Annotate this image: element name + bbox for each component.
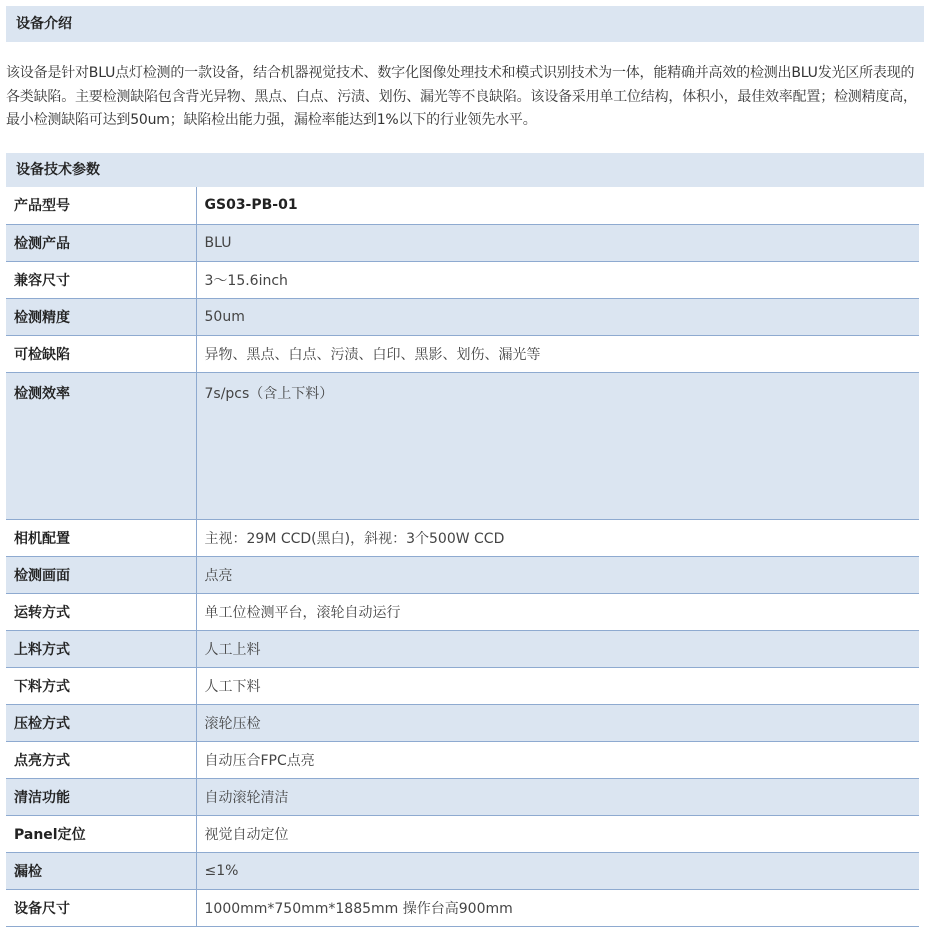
param-value: 单工位检测平台，滚轮自动运行 (196, 593, 919, 630)
param-label: 清洁功能 (6, 778, 196, 815)
param-label: 下料方式 (6, 667, 196, 704)
table-row (6, 519, 919, 556)
param-label: 检测产品 (6, 224, 196, 261)
param-value: GS03-PB-01 (196, 187, 919, 224)
param-label: 相机配置 (6, 519, 196, 556)
param-value: 3～15.6inch (196, 261, 919, 298)
table-row (6, 335, 919, 372)
param-label: 可检缺陷 (6, 335, 196, 372)
param-value: 自动滚轮清洁 (196, 778, 919, 815)
param-label: 漏检 (6, 852, 196, 889)
params-table (6, 187, 919, 927)
param-value: 视觉自动定位 (196, 815, 919, 852)
table-row (6, 298, 919, 335)
table-row (6, 556, 919, 593)
param-label: 设备尺寸 (6, 889, 196, 926)
param-value: 自动压合FPC点亮 (196, 741, 919, 778)
param-value: ≤1% (196, 852, 919, 889)
table-row (6, 778, 919, 815)
param-value: 点亮 (196, 556, 919, 593)
param-label: 上料方式 (6, 630, 196, 667)
param-label: Panel定位 (6, 815, 196, 852)
params-section-title: 设备技术参数 (6, 153, 924, 187)
param-value: 滚轮压检 (196, 704, 919, 741)
table-row (6, 889, 919, 926)
intro-paragraph: 该设备是针对BLU点灯检测的一款设备，结合机器视觉技术、数字化图像处理技术和模式识别技术为一体，能精确并高效的检测出BLU发光区所表现的各类缺陷。主要检测缺陷包含背光异物、黑点、白点、污渍、划伤、漏光等不良缺陷。该设备采用单工位结构，体积小，最佳效率配置；检测精度高，最小检测缺陷可达到50um；缺陷检出能力强，漏检率能达到1%以下的行业领先水平。 (6, 65, 917, 128)
param-value: 异物、黑点、白点、污渍、白印、黑影、划伤、漏光等 (196, 335, 919, 372)
param-value: 7s/pcs（含上下料） (196, 372, 919, 519)
param-value: 50um (196, 298, 919, 335)
param-value: 人工上料 (196, 630, 919, 667)
param-value: 人工下料 (196, 667, 919, 704)
param-value: BLU (196, 224, 919, 261)
table-row (6, 741, 919, 778)
param-label: 检测精度 (6, 298, 196, 335)
table-row (6, 815, 919, 852)
param-label: 检测效率 (6, 372, 196, 519)
param-value: 主视：29M CCD(黑白)，斜视：3个500W CCD (196, 519, 919, 556)
param-label: 运转方式 (6, 593, 196, 630)
table-row (6, 593, 919, 630)
intro-section-title: 设备介绍 (6, 6, 924, 42)
param-label: 产品型号 (6, 187, 196, 224)
table-row (6, 630, 919, 667)
table-row (6, 704, 919, 741)
table-row (6, 372, 919, 519)
param-label: 检测画面 (6, 556, 196, 593)
table-row (6, 667, 919, 704)
table-row (6, 852, 919, 889)
param-label: 兼容尺寸 (6, 261, 196, 298)
param-label: 压检方式 (6, 704, 196, 741)
table-row (6, 187, 919, 224)
table-row (6, 224, 919, 261)
param-label: 点亮方式 (6, 741, 196, 778)
param-value: 1000mm*750mm*1885mm 操作台高900mm (196, 889, 919, 926)
table-row (6, 261, 919, 298)
